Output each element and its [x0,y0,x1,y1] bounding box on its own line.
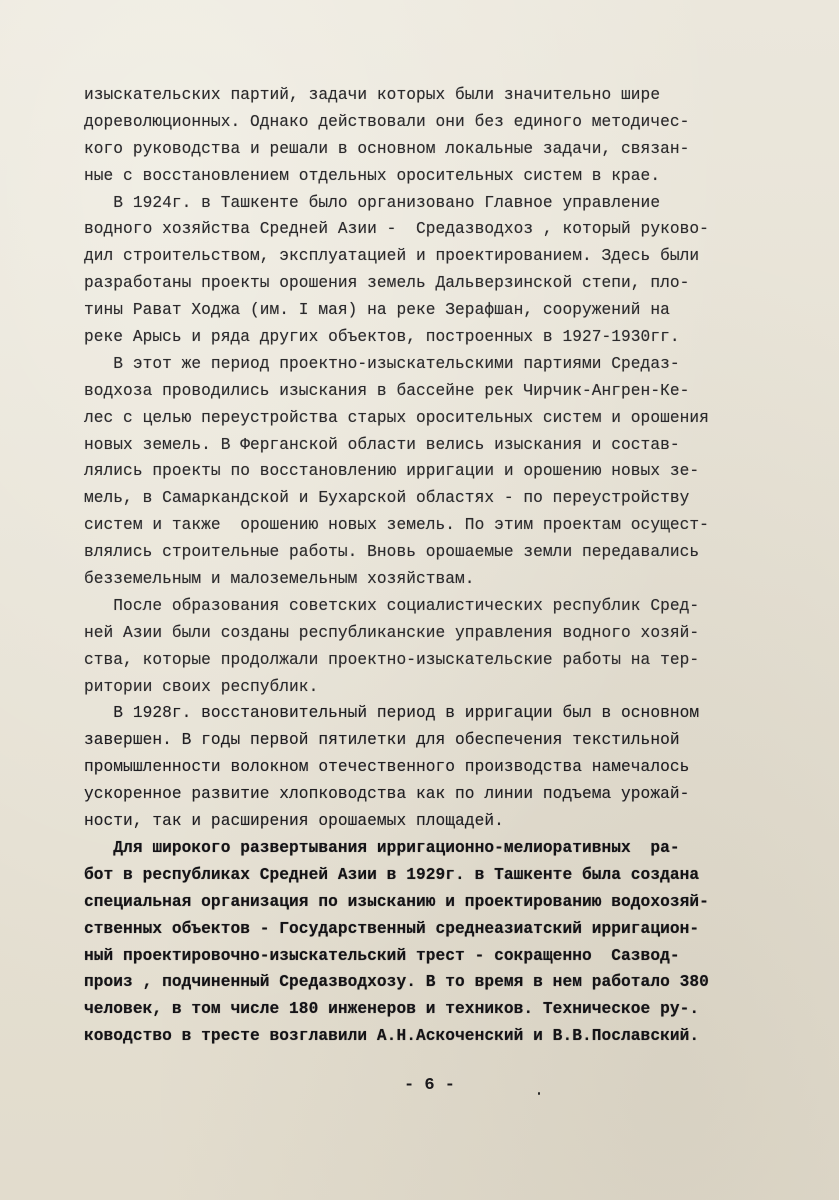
text-line: ритории своих республик. [84,677,319,696]
text-line: ственных объектов - Государственный среднеазиатский ирригацион- [84,919,700,938]
text-line: систем и также орошению новых земель. По этим проектам осущест- [84,516,709,535]
text-line: лес с целью переустройства старых оросительных систем и орошения [84,408,709,427]
text-line: ней Азии были созданы республиканские управления водного хозяй- [84,623,700,642]
text-line: специальная организация по изысканию и проектированию водохозяй- [84,892,709,911]
text-line: После образования советских социалистических республик Сред- [84,596,700,615]
text-line: бот в республиках Средней Азии в 1929г. в Ташкенте была создана [84,865,700,884]
text-line: Для широкого развертывания ирригационно-мелиоративных ра- [84,838,680,857]
body-text [84,82,784,1050]
paper-speck [538,1092,540,1095]
text-line: водхоза проводились изыскания в бассейне рек Чирчик-Ангрен-Ке- [84,381,690,400]
text-line: изыскательских партий, задачи которых были значительно шире [84,86,661,104]
text-line: влялись строительные работы. Вновь орошаемые земли передавались [84,543,700,562]
text-line: новых земель. В Ферганской области велись изыскания и состав- [84,435,680,454]
text-line: реке Арысь и ряда других объектов, построенных в 1927-1930гг. [84,328,680,347]
text-line: В 1924г. в Ташкенте было организовано Главное управление [84,193,661,212]
text-line: безземельным и малоземельным хозяйствам. [84,570,475,589]
text-line: произ , подчиненный Средазводхозу. В то время в нем работало 380 [84,973,709,992]
text-line: В этот же период проектно-изыскательскими партиями Средаз- [84,354,680,373]
text-line: дореволюционных. Однако действовали они без единого методичес- [84,112,690,131]
text-line: дил строительством, эксплуатацией и проектированием. Здесь были [84,247,700,266]
text-line: ный проектировочно-изыскательский трест - сокращенно Сазвод- [84,946,680,965]
text-line: ности, так и расширения орошаемых площадей. [84,812,504,831]
text-line: В 1928г. восстановительный период в ирригации был в основном [84,704,700,723]
text-line: промышленности волокном отечественного производства намечалось [84,758,690,777]
text-line: кого руководства и решали в основном локальные задачи, связан- [84,139,690,158]
text-line: завершен. В годы первой пятилетки для обеспечения текстильной [84,731,680,750]
page-number: - 6 - [403,1076,455,1095]
text-line: мель, в Самаркандской и Бухарской областях - по переустройству [84,489,690,508]
text-line: ные с восстановлением отдельных оросительных систем в крае. [84,166,661,185]
text-line: разработаны проекты орошения земель Дальверзинской степи, пло- [84,274,690,293]
text-line: водного хозяйства Средней Азии - Средазводхоз , который руково- [84,220,709,239]
text-line: лялись проекты по восстановлению ирригации и орошению новых зе- [84,462,700,481]
text-line: тины Рават Ходжа (им. I мая) на реке Зерафшан, сооружений на [84,301,670,320]
text-line: человек, в том числе 180 инженеров и техников. Техническое ру-. [84,1000,700,1019]
text-line: ководство в тресте возглавили А.Н.Аскоченский и В.В.Пославский. [84,1027,700,1046]
text-line: ства, которые продолжали проектно-изыскательские работы на тер- [84,650,700,669]
text-line: ускоренное развитие хлопководства как по линии подъема урожай- [84,785,690,804]
